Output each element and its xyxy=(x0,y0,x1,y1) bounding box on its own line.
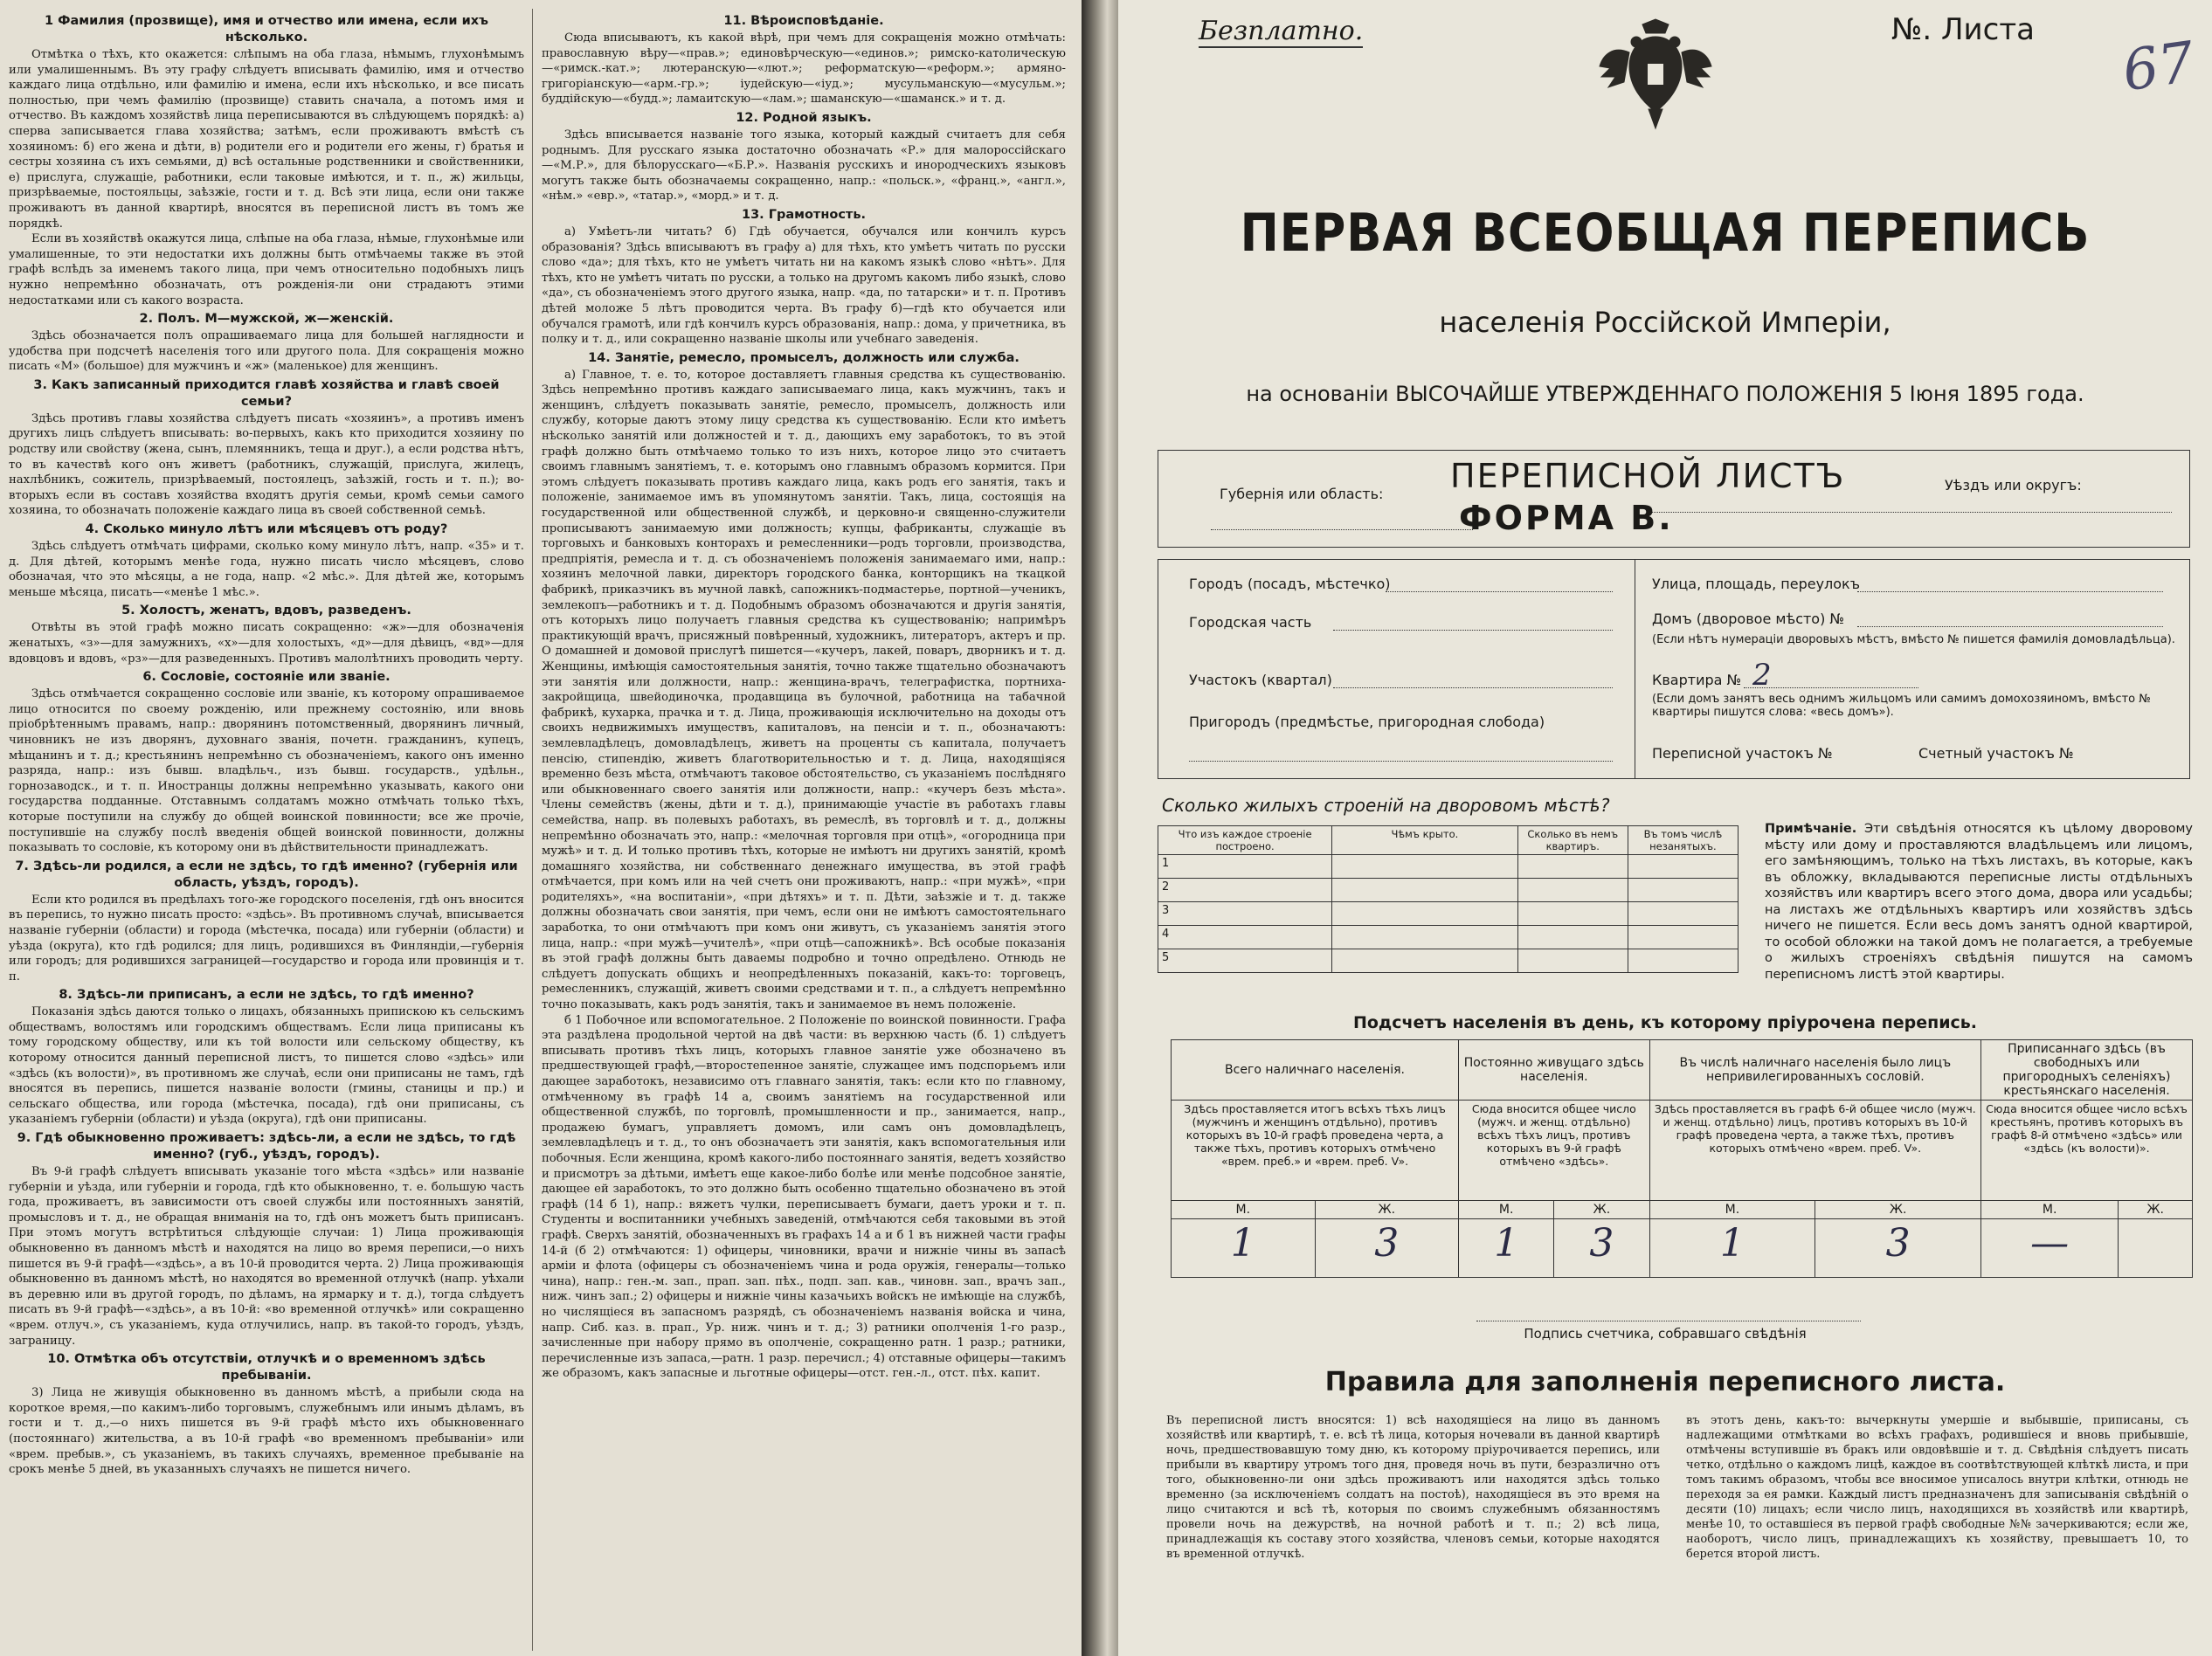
instruction-heading: 11. Вѣроисповѣданіе. xyxy=(723,14,884,28)
instruction-heading: 14. Занятіе, ремесло, промыселъ, должность или служба. xyxy=(588,350,1020,365)
female-column-label: Ж. xyxy=(2119,1201,2193,1219)
city-input-line[interactable] xyxy=(1386,591,1613,592)
instruction-paragraph: а) Умѣетъ-ли читать? б) Гдѣ обучается, обучался или кончилъ курсъ образованія? Здѣсь вписываютъ въ графу а) для тѣхъ, кто умѣетъ читать по русски слово «да»; для тѣхъ, кто не умѣетъ читать ни на какомъ языкѣ слово «нѣтъ». Для тѣхъ, кто не умѣетъ читать по русски, а только на другомъ какомъ либо языкѣ, слово «да», съ обозначеніемъ этого другого языка, напр. «да, по татарски» и т. п. Противъ дѣтей моложе 5 лѣтъ проводится черта. Въ графу б)—гдѣ кто обучается или обучался грамотѣ, или гдѣ кончилъ курсъ образованія, напр.: дома, у причетника, въ полку и т. д., или сокращенно названіе школы или учебнаго заведенія. xyxy=(542,224,1066,347)
house-label: Домъ (дворовое мѣсто) № xyxy=(1652,611,1845,627)
census-form-page xyxy=(1118,0,2212,1656)
instruction-paragraph: Здѣсь противъ главы хозяйства слѣдуетъ писать «хозяинъ», а противъ именъ другихъ лицъ слѣдуетъ вписывать: во-первыхъ, какъ кто приходится хозяину по родству или свойству (жена, сынъ, племянникъ, теща и друг.), а если родства нѣтъ, то въ качествѣ кого онъ живетъ (работникъ, служащій, прислуга, жилецъ, нахлѣбникъ, сожитель, призрѣваемый, постоялецъ, заѣзжій, гость и т. п.); во-вторыхъ если въ составъ хозяйства входятъ другія семьи, кромѣ семьи самого хозяина, то обозначать положеніе каждаго лица въ своей собственной семьѣ. xyxy=(9,411,524,518)
census-basis: на основаніи ВЫСОЧАЙШЕ УТВЕРЖДЕННАГО ПОЛОЖЕНІЯ 5 Іюня 1895 года. xyxy=(1246,382,2084,406)
instruction-paragraph: Если въ хозяйствѣ окажутся лица, слѣпые на оба глаза, нѣмые, глухонѣмые или умалишенные, то эти недостатки ихъ должны быть отмѣчаемы также въ этой графѣ вслѣдъ за именемъ такого лица, при чемъ относительно подобныхъ лицъ нужно непремѣнно обозначать, отъ рожденія-ли они страдаютъ этими недостатками или съ какого возраста. xyxy=(9,232,524,307)
count-desc-resident: Сюда вносится общее число (мужч. и женщ. отдѣльно) всѣхъ тѣхъ лицъ, противъ которыхъ въ 9-й графѣ отмѣчено «здѣсь». xyxy=(1459,1101,1649,1201)
instruction-heading: 12. Родной языкъ. xyxy=(736,110,872,125)
count-value-cell[interactable]: 1 xyxy=(1172,1219,1316,1278)
female-column-label: Ж. xyxy=(1815,1201,1981,1219)
row-number-cell[interactable]: 2 xyxy=(1158,879,1332,902)
instruction-paragraph: а) Главное, т. е. то, которое доставляетъ главныя средства къ существованію. Здѣсь непремѣнно противъ каждаго записываемаго лица, какъ мужчинъ, такъ и женщинъ, слѣдуетъ показывать занятіе, ремесло, промыселъ, должность или службу, которые даютъ этому лицу средства къ существованію. Если кто имѣетъ нѣсколько занятій или должностей и т. д., дающихъ ему заработокъ, то въ этой графѣ должно быть отмѣчаемо только то изъ нихъ, которое лицо это считаетъ своимъ главнымъ занятіемъ, т. е. которымъ оно главнымъ образомъ кормится. При этомъ слѣдуетъ показывать противъ каждаго лица, какъ родъ его занятія, такъ и положеніе, занимаемое имъ въ упомянутомъ занятіи. Такъ, лица, состоящія на государственной или общественной службѣ, и церковно-и священно-служители прописываютъ занимаемую ими должность; купцы, фабриканты, служащіе въ торговыхъ и банковыхъ конторахъ и ремесленники—родъ торговли, производства, предпріятія, ремесла и т. д. съ обозначеніемъ положенія занимаемаго ими, напр.: хозяинъ мелочной лавки, директоръ городского банка, конторщикъ на ткацкой фабрикѣ, приказчикъ въ мучной лавкѣ, сапожникъ-подмастерье, портной—ученикъ, землекопъ—работникъ и т. д. Подобнымъ образомъ обозначаются и другія занятія, отъ которыхъ лицо получаетъ главныя средства къ существованію; напримѣръ практикующій врачъ, присяжный повѣренный, художникъ, литераторъ, актеръ и пр. О домашней и домовой прислугѣ пишется—«кучеръ, лакей, поваръ, дворникъ и т. д. Женщины, имѣющія самостоятельныя занятія, точно также тщательно обозначаютъ эти занятія или должности, напр.: женщина-врачъ, телеграфистка, портниха-закройщица, швейодиночка, продавщица въ булочной, работница на табачной фабрикѣ, кухарка, прачка и т. д. Лица, проживающія исключительно на доходы отъ своихъ недвижимыхъ имуществъ, капиталовъ, на пенсіи и т. п., обозначаютъ: землевладѣлецъ, домовладѣлецъ, живетъ на проценты съ капитала, получаетъ пенсію, стипендію, живетъ благотворительностью и т. д. Лица, находящіяся временно безъ мѣста, отмѣчаютъ таковое обстоятельство, съ указаніемъ послѣдняго или обыкновеннаго своего занятія или должности, напр.: «кучеръ безъ мѣста». Члены семействъ (жены, дѣти и т. д.), принимающіе участіе въ работахъ главы семейства, напр. въ полевыхъ работахъ, въ ремеслѣ, въ торговлѣ и т. д., должны непремѣнно обозначать это, напр.: «мелочная торговля при отцѣ», «огородница при мужѣ» и т. д. И только противъ тѣхъ, которые не имѣютъ ни другихъ занятій, кромѣ домашняго хозяйства, ни собственнаго денежнаго имущества, въ этой графѣ отмѣчается, при комъ или на чей счетъ они проживаютъ, напр.: «при мужѣ», «при родителяхъ», «на воспитаніи», «при дѣтяхъ» и т. п. Дѣти, заѣзжіе и т. д. также должны обозначать свои занятія, при чемъ, если они не имѣютъ самостоятельнаго заработка, то они отмѣчаютъ при комъ они живутъ, съ указаніемъ занятія этого лица, напр.: «при мужѣ—учителѣ», «при отцѣ—сапожникѣ». Всѣ особые показанія въ этой графѣ должны быть даваемы подробно и точно опредѣлено. Отнюдь не слѣдуетъ допускать общихъ и неопредѣленныхъ показаній, какъ-то: торговецъ, ремесленникъ, служащій, живетъ своими средствами и т. п., а слѣдуетъ непремѣнно точно показывать, какъ родъ занятія, такъ и занимаемое въ немъ положеніе. xyxy=(542,368,1066,1012)
instruction-paragraph: Отмѣтка о тѣхъ, кто окажется: слѣпымъ на оба глаза, нѣмымъ, глухонѣмымъ или умалишеннымъ. Въ эту графу слѣдуетъ вписывать фамилію, имя и отчество каждаго лица отдѣльно, или фамилію и имена, если ихъ нѣсколько, и все писать полностью, при чемъ фамилію (прозвище) ставить сначала, а потомъ имя и отчество. Въ каждомъ хозяйствѣ лица переписываются въ слѣдующемъ порядкѣ: а) сперва записывается глава хозяйства; затѣмъ, если проживаютъ вмѣстѣ съ хозяиномъ: б) его жена и дѣти, в) родители его и родители его жены, г) братья и сестры хозяина съ ихъ семьями, д) всѣ остальные родственники и свойственники, е) прислуга, служащіе, работники, если таковые имѣются, и т. п., ж) жильцы, призрѣваемые, постояльцы, заѣзжіе, гости и т. д. Всѣ эти лица, если они также проживаютъ въ данной квартирѣ, вносятся въ переписной листъ въ томъ же порядкѣ. xyxy=(9,48,524,231)
house-note: (Если нѣтъ нумераціи дворовыхъ мѣстъ, вмѣсто № пишется фамилія домовладѣльца). xyxy=(1652,633,2175,646)
female-column-label: Ж. xyxy=(1315,1201,1459,1219)
instruction-paragraph: Въ 9-й графѣ слѣдуетъ вписывать указаніе того мѣста «здѣсь» или названіе губерніи и уѣзда, или губерніи и города, гдѣ кто обыкновенно, т. е. большую часть года, проживаетъ, въ зависимости отъ своей службы или постоянныхъ занятій, промысловъ и т. д., не обращая вниманія на то, гдѣ онъ можетъ быть приписанъ. При этомъ могутъ встрѣтиться слѣдующіе случаи: 1) Лица проживающія обыкновенно въ данномъ мѣстѣ и находятся на лицо во время переписи,—о нихъ пишется въ 9-й графѣ—«здѣсь», а въ 10-й проводится черта. 2) Лица проживающія обыкновенно въ данномъ мѣстѣ, но находятся во временной отлучкѣ (напр. уѣхали въ деревню или въ другой городъ, по дѣламъ, на ярмарку и т. д.), тогда слѣдуетъ писать въ 9-й графѣ—«здѣсь», а въ 10-й: «во временной отлучкѣ» или сокращенно «врем. отлуч.», съ указаніемъ, куда отлучились, напр. въ такой-то городъ, уѣздъ, заграницу. xyxy=(9,1165,524,1348)
rules-column-left: Въ переписной листъ вносятся: 1) всѣ находящіеся на лицо въ данномъ хозяйствѣ или квартирѣ, т. е. всѣ тѣ лица, которыя ночевали въ данной квартирѣ ночь, предшествовавшую тому дню, къ которому пріурочивается перепись, или прибыли въ квартиру утромъ того дня, проведя ночь въ пути, безразлично отъ того, обыкновенно-ли они здѣсь проживаютъ или находятся здѣсь только временно (за исключеніемъ солдатъ на постоѣ), находящіеся въ это время на лицо считаются и всѣ тѣ, которыя по своимъ служебнымъ обязанностямъ провели ночь на дежурствѣ, на ночной работѣ и т. п.; 2) всѣ лица, принадлежащія къ составу этого хозяйства, членовъ семьи, которые находятся въ временной отлучкѣ. xyxy=(1166,1414,1660,1561)
instruction-heading: 3. Какъ записанный приходится главѣ хозяйства и главѣ своей семьи? xyxy=(33,377,500,409)
sheet-number-handwritten: 67 xyxy=(2119,30,2199,105)
buildings-table xyxy=(1158,825,1738,973)
instruction-heading: 4. Сколько минуло лѣтъ или мѣсяцевъ отъ роду? xyxy=(85,522,448,537)
instruction-paragraph: Если кто родился въ предѣлахъ того-же городского поселенія, гдѣ онъ вносится въ перепись, то нужно писать просто: «здѣсь». Въ противномъ случаѣ, вписывается названіе губерніи (области) и города (мѣстечка, посада) или губерніи (области) и уѣзда (округа), кто гдѣ родился; для лицъ, родившихся въ Финляндіи,—губернія или городъ; для родившихся заграницей—государство и города или провинція и т. п. xyxy=(9,893,524,983)
count-value-cell[interactable]: — xyxy=(1981,1219,2119,1278)
apartment-note: (Если домъ занятъ весь однимъ жильцомъ или самимъ домохозяиномъ, вмѣсто № квартиры пишутся слова: «весь домъ»). xyxy=(1652,693,2151,719)
plot-input-line[interactable] xyxy=(1333,687,1613,688)
suburb-input-line[interactable] xyxy=(1189,761,1613,762)
instruction-paragraph: Здѣсь отмѣчается сокращенно сословіе или званіе, къ которому опрашиваемое лицо относится по своему рожденію, или прежнему состоянію, или вновь пріобрѣтеннымъ правамъ, напр.: дворянинъ потомственный, дворянинъ личный, чиновникъ не изъ дворянъ, духовнаго званія, почетн. гражданинъ, купецъ, мѣщанинъ и т. д.; крестьянинъ непремѣнно съ обозначеніемъ, какого онъ именно разряда, напр.: изъ бывш. владѣльч., изъ бывш. государств., удѣльн., горнозаводск., и т. п. Иностранцы должны непремѣнно указывать, какого они государства подданные. Отставнымъ солдатамъ можно отмѣчать только тѣхъ, которые поступили на службу до общей воинской повинности; все же прочіе, поступившіе на службу послѣ введенія общей воинской повинности, должны показывать то сословіе, къ которому они въ дѣйствительности принадлежатъ. xyxy=(9,687,524,855)
table-cell[interactable] xyxy=(1628,855,1738,879)
apartment-input-line[interactable] xyxy=(1744,687,1918,688)
table-row xyxy=(1158,879,1738,902)
street-label: Улица, площадь, переулокъ xyxy=(1652,576,1861,592)
instructions-column-1 xyxy=(9,10,524,1478)
buildings-question: Сколько жилыхъ строеній на дворовомъ мѣстѣ? xyxy=(1162,795,1610,816)
count-desc-present: Здѣсь проставляется итогъ всѣхъ тѣхъ лицъ (мужчинъ и женщинъ отдѣльно), противъ которыхъ въ 10-й графѣ проведена черта, а также тѣхъ, противъ которыхъ отмѣчено «врем. преб.» и «врем. преб. V». xyxy=(1172,1101,1459,1201)
street-input-line[interactable] xyxy=(1857,591,2163,592)
count-value-cell[interactable]: 1 xyxy=(1459,1219,1554,1278)
instruction-heading: 10. Отмѣтка объ отсутствіи, отлучкѣ и о временномъ здѣсь пребываніи. xyxy=(47,1352,486,1383)
table-cell[interactable] xyxy=(1628,949,1738,973)
instruction-paragraph: Здѣсь обозначается полъ опрашиваемаго лица для большей наглядности и удобства при подсчетѣ населенія того или другого пола. Для сокращенія можно писать «М» (большое) для мужчинъ и «ж» (маленькое) для женщинъ. xyxy=(9,329,524,374)
row-number-cell[interactable]: 5 xyxy=(1158,949,1332,973)
row-number-cell[interactable]: 1 xyxy=(1158,855,1332,879)
city-label: Городъ (посадъ, мѣстечко) xyxy=(1189,576,1391,592)
counter-signature-label: Подпись счетчика, собравшаго свѣдѣнія xyxy=(1524,1326,1807,1342)
male-column-label: М. xyxy=(1981,1201,2119,1219)
province-input-line[interactable] xyxy=(1211,529,1473,530)
district-label: Уѣздъ или округъ: xyxy=(1945,477,2082,493)
city-part-label: Городская часть xyxy=(1189,614,1312,631)
instruction-heading: 8. Здѣсь-ли приписанъ, а если не здѣсь, то гдѣ именно? xyxy=(59,988,474,1003)
instruction-heading: 9. Гдѣ обыкновенно проживаетъ: здѣсь-ли, а если не здѣсь, то гдѣ именно? (губ., уѣздъ, городъ). xyxy=(17,1131,516,1163)
sheet-number-label: №. Листа xyxy=(1891,12,2035,47)
count-header-nonprivileged: Въ числѣ наличнаго населенія было лицъ непривилегированныхъ сословій. xyxy=(1649,1040,1981,1101)
table-row xyxy=(1158,855,1738,879)
male-column-label: М. xyxy=(1649,1201,1815,1219)
table-cell[interactable] xyxy=(1517,855,1628,879)
buildings-header-material: Что изъ каждое строеніе построено. xyxy=(1158,826,1332,855)
table-cell[interactable] xyxy=(1628,879,1738,902)
count-value-cell[interactable] xyxy=(2119,1219,2193,1278)
free-label: Безплатно. xyxy=(1199,16,1364,46)
table-cell[interactable] xyxy=(1628,926,1738,949)
apartment-value: 2 xyxy=(1752,658,1772,693)
count-header-resident: Постоянно живущаго здѣсь населенія. xyxy=(1459,1040,1649,1101)
instruction-heading: 13. Грамотность. xyxy=(741,207,866,222)
count-value-cell[interactable]: 1 xyxy=(1649,1219,1815,1278)
form-letter: ФОРМА В. xyxy=(1459,499,1674,537)
table-cell[interactable] xyxy=(1332,926,1517,949)
suburb-label: Пригородъ (предмѣстье, пригородная слобода) xyxy=(1189,714,1545,730)
apartment-label: Квартира № xyxy=(1652,672,1742,688)
instruction-heading: 5. Холостъ, женатъ, вдовъ, разведенъ. xyxy=(121,604,411,618)
district-input-line[interactable] xyxy=(1648,512,2172,513)
instruction-paragraph: Здѣсь слѣдуетъ отмѣчать цифрами, сколько кому минуло лѣтъ, напр. «35» и т. д. Для дѣтей, которымъ менѣе года, нужно писать число мѣсяцевъ, слово обозначая, что это мѣсяцы, а не года, напр. «2 мѣс.». Для дѣтей же, которымъ меньше мѣсяца, писать—«менѣе 1 мѣс.». xyxy=(9,540,524,599)
rules-title: Правила для заполненія переписного листа. xyxy=(1324,1367,2006,1397)
table-row xyxy=(1158,902,1738,926)
count-header-peasants: Приписаннаго здѣсь (въ свободныхъ или пригородныхъ селеніяхъ) крестьянскаго населенія. xyxy=(1981,1040,2193,1101)
table-cell[interactable] xyxy=(1332,879,1517,902)
count-header-present: Всего наличнаго населенія. xyxy=(1172,1040,1459,1101)
count-desc-peasants: Сюда вносится общее число всѣхъ крестьянъ, противъ которыхъ въ графѣ 8-й отмѣчено «здѣсь» или «здѣсь (къ волости)». xyxy=(1981,1101,2193,1201)
instruction-heading: 7. Здѣсь-ли родился, а если не здѣсь, то гдѣ именно? (губернія или область, уѣздъ, городъ). xyxy=(15,859,518,890)
instructions-column-2 xyxy=(542,10,1066,1382)
note-text: Эти свѣдѣнія относятся къ цѣлому дворовому мѣсту или дому и проставляются владѣльцемъ или лицомъ, его замѣняющимъ, только на тѣхъ листахъ, въ которые, какъ въ обложку, вкладываются переписные листы отдѣльныхъ хозяйствъ или квартиръ всего этого дома, двора или усадьбы; на листахъ же отдѣльныхъ квартиръ или хозяйствъ здѣсь ничего не пишется. Если весь домъ занятъ одной квартирой, то особой обложки на такой домъ не полагается, а требуемые о жилыхъ строеніяхъ свѣдѣнія пишутся на самомъ переписномъ листѣ этой квартиры. xyxy=(1765,822,2193,982)
census-plot-label: Переписной участокъ № xyxy=(1652,745,1833,762)
instruction-paragraph: Отвѣты въ этой графѣ можно писать сокращенно: «ж»—для обозначенія женатыхъ, «з»—для замужнихъ, «х»—для холостыхъ, «д»—для дѣвицъ, «вд»—для вдовцовъ и вдовъ, «рз»—для разведенныхъ. Противъ малолѣтнихъ проводить черту. xyxy=(9,621,524,666)
count-value-cell[interactable]: 3 xyxy=(1815,1219,1981,1278)
instruction-heading: 2. Полъ. М—мужской, ж—женскій. xyxy=(139,312,394,327)
count-title: Подсчетъ населенія въ день, къ которому пріурочена перепись. xyxy=(1352,1013,1978,1032)
population-count-table xyxy=(1171,1039,2193,1278)
count-plot-label: Счетный участокъ № xyxy=(1918,745,2074,762)
address-box xyxy=(1158,559,2190,779)
note-block xyxy=(1765,821,2193,983)
column-divider xyxy=(532,9,533,1651)
table-row xyxy=(1158,949,1738,973)
instruction-heading: 1 Фамилия (прозвище), имя и отчество или имена, если ихъ нѣсколько. xyxy=(44,14,489,45)
census-instructions-page xyxy=(0,0,1082,1656)
table-cell[interactable] xyxy=(1517,902,1628,926)
male-column-label: М. xyxy=(1459,1201,1554,1219)
row-number-cell[interactable]: 3 xyxy=(1158,902,1332,926)
book-spine xyxy=(1082,0,1118,1656)
plot-label: Участокъ (квартал) xyxy=(1189,672,1332,688)
form-title: ПЕРЕПИСНОЙ ЛИСТЪ xyxy=(1450,457,1846,495)
census-subtitle: населенія Россійской Имперіи, xyxy=(1439,306,1891,339)
instruction-paragraph: б 1 Побочное или вспомогательное. 2 Положеніе по воинской повинности. Графа эта раздѣлена продольной чертой на двѣ части: въ верхнюю часть (б. 1) слѣдуетъ вписывать противъ тѣхъ лицъ, которыхъ главное занятіе уже обозначено въ предшествующей графѣ,—второстепенное занятіе, служащее имъ подспорьемъ или дающее заработокъ, независимо отъ главнаго занятія, такъ: если кто по главному, отмѣченному въ графѣ 14 а, своимъ занятіемъ на государственной или общественной службѣ, по торговлѣ, промышленности и пр., занимается, напр., продажею бумагъ, управляетъ домомъ, или самъ онъ домовладѣлецъ, землевладѣлецъ и т. д., то онъ обозначаетъ эти занятія, какъ вспомогательныя или побочныя. Если женщина, кромѣ какого-либо постояннаго занятія, ведетъ хозяйство и присмотръ за дѣтьми, имѣетъ еще какое-либо болѣе или менѣе подсобное занятіе, дающее ей заработокъ, то это должно быть особенно тщательно обозначено въ этой графѣ (14 б 1), напр.: вяжетъ чулки, переписываетъ бумаги, даетъ уроки и т. п. Студенты и воспитанники учебныхъ заведеній, отмѣчаются себя таковыми въ этой графѣ. Сверхъ занятій, обозначенныхъ въ графахъ 14 а и б 1 въ нижней части графы 14-й (б 2) отмѣчаются: 1) офицеры, чиновники, врачи и нижніе чины въ запасѣ арміи и флота (офицеры съ обозначеніемъ чина и рода оружія, генералы—только чина), напр.: ген.-м. зап., прап. зап. пѣх., подп. зап. кав., чиновн. зап., врачъ зап., ниж. чинъ зап.; 2) офицеры и нижніе чины казачьихъ войскъ не имѣющіе на службѣ, но числящіеся въ запасномъ разрядѣ, съ обозначеніемъ названія войска и чина, напр. Сиб. каз. в. прап., Ур. ниж. чинъ и т. д.; 3) ратники ополченія 1-го разр., зачисленные при набору прямо въ ополченіе, сокращенно ратн. 1 разр.; ратники, перечисленные изъ запаса,—ратн. 1 разр. перечисл.; 4) отставные офицеры—такимъ же образомъ, какъ запасные и льготные офицеры—отст. ген.-л., отст. пѣх. капит. xyxy=(542,1013,1067,1381)
instruction-paragraph: Здѣсь вписывается названіе того языка, который каждый считаетъ для себя роднымъ. Для русскаго языка достаточно обозначать «Р.» для малороссійскаго—«М.Р.», для бѣлорусскаго—«Б.Р.». Названія русскихъ и инородческихъ языковъ могутъ также быть обозначаемы сокращенно, напр.: «польск.», «франц.», «англ.», «нѣм.» «евр.», «татар.», «морд.» и т. д. xyxy=(542,128,1066,204)
note-label: Примѣчаніе. xyxy=(1765,822,1857,836)
instruction-paragraph: Показанія здѣсь даются только о лицахъ, обязанныхъ припискою къ сельскимъ обществамъ, волостямъ или городскимъ обществамъ. Если лица приписаны къ тому городскому обществу, или къ той волости или сельскому обществу, къ которому относится данный переписной листъ, то пишется слово «здѣсь» или «здѣсь (къ волости)», въ противномъ же случаѣ, если они приписаны не тамъ, гдѣ вносятся въ перепись, пишется названіе волости (гмины, станицы и пр.) и сельскаго общества, или города (мѣстечка, посада), гдѣ они приписаны, съ указаніемъ губерніи (области) и уѣзда (округа), гдѣ они приписаны. xyxy=(9,1005,524,1127)
table-row xyxy=(1158,926,1738,949)
buildings-header-vacant: Въ томъ числѣ незанятыхъ. xyxy=(1628,826,1738,855)
rules-column-right: въ этотъ день, какъ-то: вычеркнуты умершіе и выбывшіе, приписаны, съ надлежащими отмѣтками во всѣхъ графахъ, родившіеся и вновь прибывшіе, отмѣчены вступившіе въ бракъ или овдовѣвшіе и т. д. Свѣдѣнія слѣдуетъ писать четко, отдѣльно о каждомъ лицѣ, каждое въ соотвѣтствующей клѣткѣ листа, и при томъ такимъ образомъ, чтобы все вносимое уписалось внутри клѣтки, отнюдь не переходя за ея рамки. Каждый листъ предназначенъ для записыванія свѣдѣній о десяти (10) лицахъ; если число лицъ, находящихся въ хозяйствѣ или квартирѣ, менѣе 10, то оставшіеся въ первой графѣ свободные №№ зачеркиваются; если же, наоборотъ, число лицъ, принадлежащихъ къ хозяйству, превышаетъ 10, то берется второй листъ. xyxy=(1686,1414,2188,1561)
instruction-heading: 6. Сословіе, состояніе или званіе. xyxy=(142,670,391,685)
city-part-input-line[interactable] xyxy=(1333,630,1613,631)
table-cell[interactable] xyxy=(1332,902,1517,926)
instruction-paragraph: 3) Лица не живущія обыкновенно въ данномъ мѣстѣ, а прибыли сюда на короткое время,—по какимъ-либо торговымъ, служебнымъ или инымъ дѣламъ, въ гости и т. д.,—о нихъ пишется въ 9-й графѣ мѣсто ихъ обыкновеннаго (постояннаго) жительства, а въ 10-й графѣ «во временномъ пребываніи» или «врем. пребыв.», съ указаніемъ, въ такихъ случаяхъ, временное пребываніе на срокъ менѣе 5 дней, въ указанныхъ случаяхъ не пишется ничего. xyxy=(9,1386,524,1477)
table-cell[interactable] xyxy=(1517,926,1628,949)
male-column-label: М. xyxy=(1172,1201,1316,1219)
buildings-header-apartments: Сколько въ немъ квартиръ. xyxy=(1517,826,1628,855)
table-cell[interactable] xyxy=(1628,902,1738,926)
instruction-paragraph: Сюда вписываютъ, къ какой вѣрѣ, при чемъ для сокращенія можно отмѣчать: православную вѣру—«прав.»; единовѣрческую—«единов.»; римско-католическую—«римск.-кат.»; лютеранскую—«лют.»; реформатскую—«реформ.»; армяно-григоріанскую—«арм.-гр.»; іудейскую—«іуд.»; мусульманскую—«мусульм.»; буддійскую—«будд.»; ламаитскую—«лам.»; шаманскую—«шаманск.» и т. д. xyxy=(542,31,1066,107)
double-headed-eagle-icon xyxy=(1594,17,1717,135)
house-input-line[interactable] xyxy=(1857,626,2163,627)
table-cell[interactable] xyxy=(1517,949,1628,973)
table-cell[interactable] xyxy=(1517,879,1628,902)
table-cell[interactable] xyxy=(1332,949,1517,973)
buildings-header-roof: Чѣмъ крыто. xyxy=(1332,826,1517,855)
count-value-cell[interactable]: 3 xyxy=(1315,1219,1459,1278)
province-label: Губернія или область: xyxy=(1220,486,1384,502)
census-title: ПЕРВАЯ ВСЕОБЩАЯ ПЕРЕПИСЬ xyxy=(1240,203,2091,264)
table-cell[interactable] xyxy=(1332,855,1517,879)
count-value-cell[interactable]: 3 xyxy=(1554,1219,1649,1278)
row-number-cell[interactable]: 4 xyxy=(1158,926,1332,949)
female-column-label: Ж. xyxy=(1554,1201,1649,1219)
count-desc-nonprivileged: Здѣсь проставляется въ графѣ 6-й общее число (мужч. и женщ. отдѣльно) лицъ, противъ которыхъ въ 10-й графѣ проведена черта, а также тѣхъ, противъ которыхъ отмѣчено «врем. преб. V». xyxy=(1649,1101,1981,1201)
